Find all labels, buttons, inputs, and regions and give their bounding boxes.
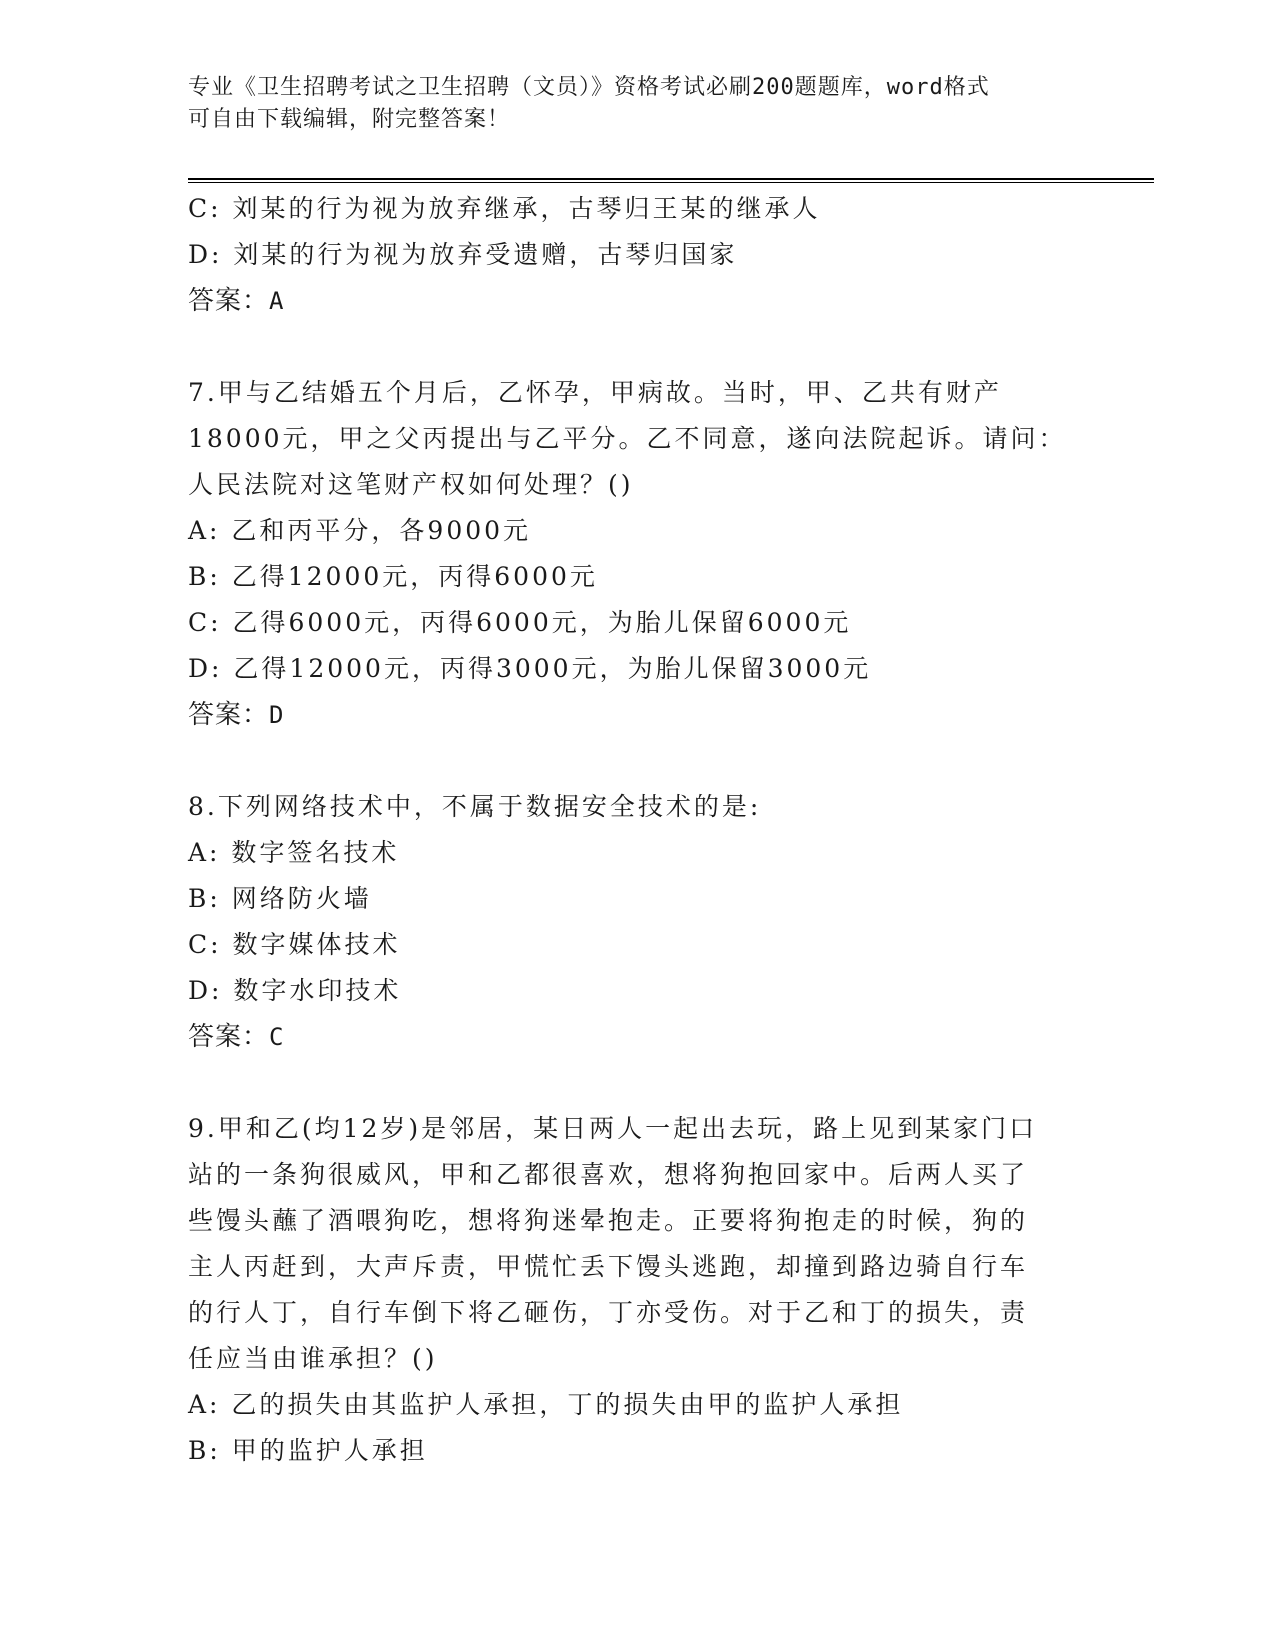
question-stem-line: 任应当由谁承担？() [188,1344,438,1373]
answer-value: A [269,287,285,315]
answer-line [188,278,1088,324]
option-c: C: 刘某的行为视为放弃继承，古琴归王某的继承人 [188,194,821,223]
option-d: D: 数字水印技术 [188,976,402,1005]
question-stem-line: 9.甲和乙(均12岁)是邻居，某日两人一起出去玩，路上见到某家门口 [188,1114,1038,1143]
question-stem-line: 7.甲与乙结婚五个月后，乙怀孕，甲病故。当时，甲、乙共有财产 [188,378,1002,407]
question-9 [188,1106,1088,1474]
document-header [188,72,1088,136]
answer-label: 答案： [188,700,270,730]
spacer [188,738,1088,784]
question-stem-line: 站的一条狗很威风，甲和乙都很喜欢，想将狗抱回家中。后两人买了 [188,1160,1029,1189]
answer-value: C [269,1023,285,1051]
answer-line [188,692,1088,738]
option-d: D: 乙得12000元，丙得3000元，为胎儿保留3000元 [188,654,872,683]
question-stem-line: 人民法院对这笔财产权如何处理？() [188,470,634,499]
option-a: A: 乙和丙平分，各9000元 [188,516,532,545]
question-stem-line: 的行人丁，自行车倒下将乙砸伤，丁亦受伤。对于乙和丁的损失，责 [188,1298,1029,1327]
option-a: A: 数字签名技术 [188,838,400,867]
question-stem-line: 主人丙赶到，大声斥责，甲慌忙丢下馒头逃跑，却撞到路边骑自行车 [188,1252,1029,1281]
option-a: A: 乙的损失由其监护人承担，丁的损失由甲的监护人承担 [188,1390,904,1419]
answer-line [188,1014,1088,1060]
question-6-tail [188,186,1088,324]
option-b: B: 网络防火墙 [188,884,372,913]
header-divider-thick [188,178,1154,180]
question-7 [188,370,1088,738]
question-content [188,186,1088,1474]
header-line-1: 专业《卫生招聘考试之卫生招聘（文员）》资格考试必刷200题题库，word格式 [188,75,990,100]
answer-label: 答案： [188,286,270,316]
header-divider-thin [188,182,1154,183]
spacer [188,324,1088,370]
question-8 [188,784,1088,1060]
option-c: C: 乙得6000元，丙得6000元，为胎儿保留6000元 [188,608,852,637]
answer-label: 答案： [188,1022,270,1052]
header-line-2: 可自由下载编辑，附完整答案！ [188,107,511,132]
option-b: B: 甲的监护人承担 [188,1436,428,1465]
question-stem-line: 18000元，甲之父丙提出与乙平分。乙不同意，遂向法院起诉。请问： [188,424,1067,453]
question-stem-line: 些馒头蘸了酒喂狗吃，想将狗迷晕抱走。正要将狗抱走的时候，狗的 [188,1206,1029,1235]
option-b: B: 乙得12000元，丙得6000元 [188,562,598,591]
spacer [188,1060,1088,1106]
answer-value: D [269,701,285,729]
question-stem-line: 8.下列网络技术中，不属于数据安全技术的是: [188,792,762,821]
option-c: C: 数字媒体技术 [188,930,401,959]
option-d: D: 刘某的行为视为放弃受遗赠，古琴归国家 [188,240,738,269]
